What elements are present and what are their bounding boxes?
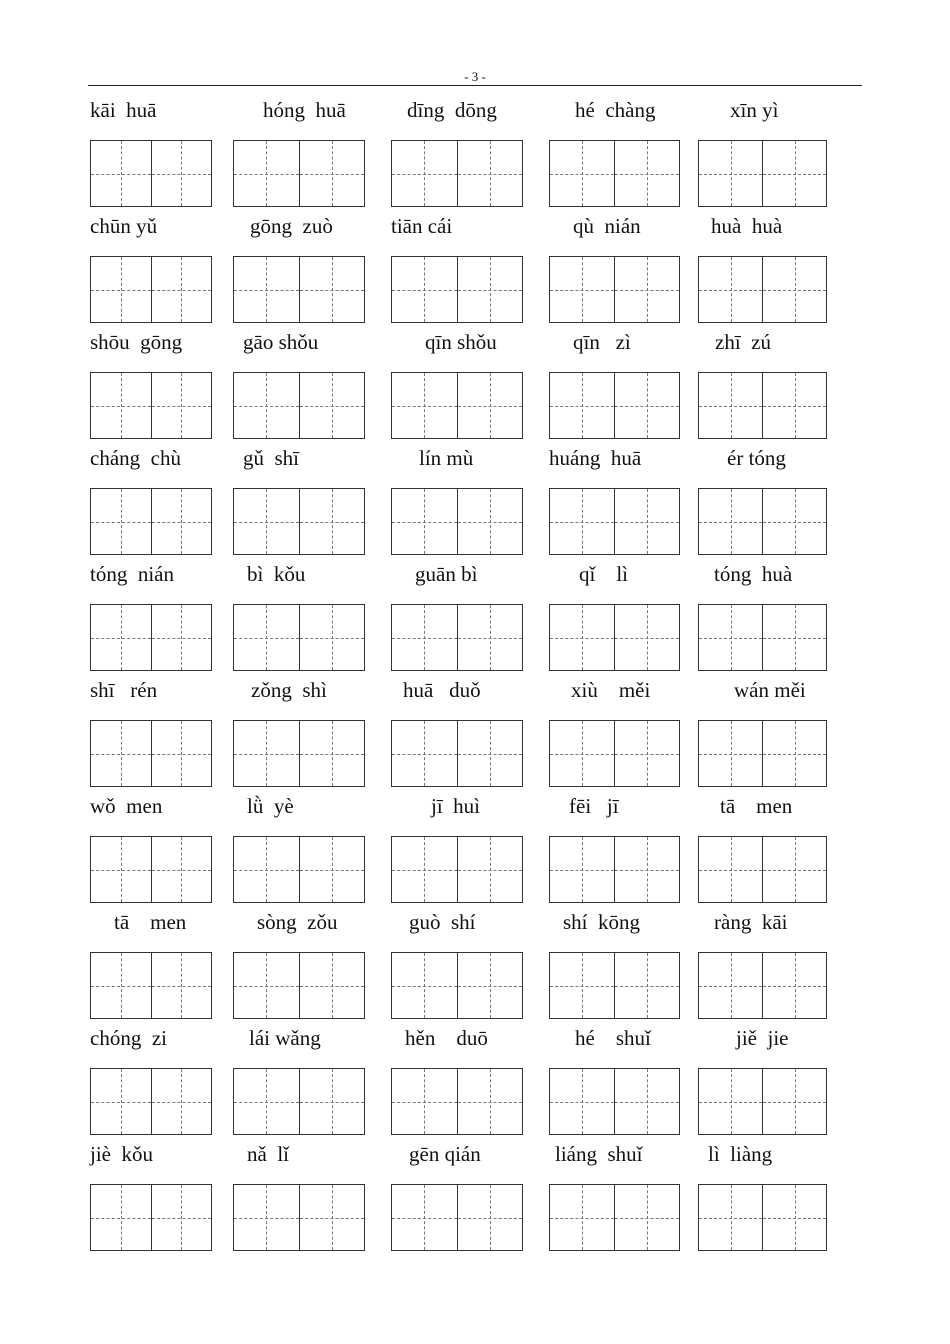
pinyin-label: xiù měi bbox=[571, 678, 651, 702]
tian-zi-cell[interactable] bbox=[392, 721, 457, 786]
character-writing-box[interactable] bbox=[233, 952, 365, 1019]
pinyin-label: ér tóng bbox=[727, 446, 786, 470]
tian-zi-cell[interactable] bbox=[234, 605, 299, 670]
tian-zi-cell[interactable] bbox=[762, 141, 826, 206]
tian-zi-cell[interactable] bbox=[234, 489, 299, 554]
pinyin-label: tóng huà bbox=[714, 562, 793, 586]
tian-zi-cell[interactable] bbox=[392, 837, 457, 902]
tian-zi-cell[interactable] bbox=[550, 721, 614, 786]
tian-zi-cell[interactable] bbox=[299, 605, 365, 670]
tian-zi-cell[interactable] bbox=[151, 953, 212, 1018]
tian-zi-cell[interactable] bbox=[699, 1185, 762, 1250]
tian-zi-cell[interactable] bbox=[457, 837, 523, 902]
tian-zi-cell[interactable] bbox=[392, 489, 457, 554]
page-number: - 3 - bbox=[464, 69, 486, 84]
character-writing-box[interactable] bbox=[233, 488, 365, 555]
character-writing-box[interactable] bbox=[233, 1184, 365, 1251]
tian-zi-cell[interactable] bbox=[151, 1185, 212, 1250]
tian-zi-cell[interactable] bbox=[299, 257, 365, 322]
pinyin-label: zǒng shì bbox=[251, 678, 327, 702]
tian-zi-cell[interactable] bbox=[151, 141, 212, 206]
tian-zi-cell[interactable] bbox=[91, 257, 151, 322]
tian-zi-cell[interactable] bbox=[699, 257, 762, 322]
character-writing-box[interactable] bbox=[90, 1068, 212, 1135]
tian-zi-cell[interactable] bbox=[457, 141, 523, 206]
character-writing-box[interactable] bbox=[549, 1068, 680, 1135]
tian-zi-cell[interactable] bbox=[762, 1069, 826, 1134]
tian-zi-cell[interactable] bbox=[299, 1069, 365, 1134]
character-writing-box[interactable] bbox=[90, 488, 212, 555]
pinyin-label: qǐ lì bbox=[579, 562, 629, 586]
tian-zi-cell[interactable] bbox=[151, 489, 212, 554]
pinyin-label: hóng huā bbox=[263, 98, 346, 122]
tian-zi-cell[interactable] bbox=[550, 605, 614, 670]
pinyin-label: bì kǒu bbox=[247, 562, 306, 586]
tian-zi-cell[interactable] bbox=[699, 721, 762, 786]
character-writing-box[interactable] bbox=[698, 720, 827, 787]
tian-zi-cell[interactable] bbox=[392, 1069, 457, 1134]
pinyin-label: shí kōng bbox=[563, 910, 641, 934]
tian-zi-cell[interactable] bbox=[614, 373, 679, 438]
tian-zi-cell[interactable] bbox=[91, 489, 151, 554]
tian-zi-cell[interactable] bbox=[614, 837, 679, 902]
character-writing-box[interactable] bbox=[549, 1184, 680, 1251]
tian-zi-cell[interactable] bbox=[91, 373, 151, 438]
character-writing-box[interactable] bbox=[549, 720, 680, 787]
character-writing-box[interactable] bbox=[698, 1068, 827, 1135]
pinyin-label: gǔ shī bbox=[243, 446, 300, 470]
pinyin-label: chūn yǔ bbox=[90, 214, 158, 238]
character-writing-box[interactable] bbox=[391, 952, 523, 1019]
tian-zi-cell[interactable] bbox=[91, 721, 151, 786]
pinyin-label: tiān cái bbox=[391, 214, 453, 238]
tian-zi-cell[interactable] bbox=[614, 721, 679, 786]
pinyin-label: gēn qián bbox=[409, 1142, 481, 1166]
tian-zi-cell[interactable] bbox=[392, 953, 457, 1018]
character-writing-box[interactable] bbox=[233, 372, 365, 439]
character-writing-box[interactable] bbox=[698, 836, 827, 903]
character-writing-box[interactable] bbox=[698, 604, 827, 671]
character-writing-box[interactable] bbox=[549, 488, 680, 555]
pinyin-label: qīn shǒu bbox=[425, 330, 497, 354]
pinyin-label: tā men bbox=[114, 910, 187, 934]
tian-zi-cell[interactable] bbox=[234, 257, 299, 322]
tian-zi-cell[interactable] bbox=[151, 605, 212, 670]
tian-zi-cell[interactable] bbox=[234, 141, 299, 206]
tian-zi-cell[interactable] bbox=[151, 257, 212, 322]
character-writing-box[interactable] bbox=[391, 488, 523, 555]
tian-zi-cell[interactable] bbox=[699, 141, 762, 206]
character-writing-box[interactable] bbox=[391, 836, 523, 903]
character-writing-box[interactable] bbox=[90, 372, 212, 439]
character-writing-box[interactable] bbox=[698, 372, 827, 439]
character-writing-box[interactable] bbox=[549, 952, 680, 1019]
pinyin-label: lǜ yè bbox=[247, 794, 294, 818]
tian-zi-cell[interactable] bbox=[151, 721, 212, 786]
character-writing-box[interactable] bbox=[549, 372, 680, 439]
tian-zi-cell[interactable] bbox=[614, 953, 679, 1018]
character-writing-box[interactable] bbox=[90, 720, 212, 787]
tian-zi-cell[interactable] bbox=[91, 605, 151, 670]
character-writing-box[interactable] bbox=[698, 1184, 827, 1251]
pinyin-label: lì liàng bbox=[708, 1142, 773, 1166]
character-writing-box[interactable] bbox=[233, 256, 365, 323]
pinyin-label: cháng chù bbox=[90, 446, 181, 470]
tian-zi-cell[interactable] bbox=[91, 1069, 151, 1134]
character-writing-box[interactable] bbox=[391, 256, 523, 323]
tian-zi-cell[interactable] bbox=[699, 953, 762, 1018]
tian-zi-cell[interactable] bbox=[550, 373, 614, 438]
pinyin-label: gōng zuò bbox=[250, 214, 333, 238]
pinyin-label: huáng huā bbox=[549, 446, 642, 470]
tian-zi-cell[interactable] bbox=[234, 373, 299, 438]
tian-zi-cell[interactable] bbox=[762, 1185, 826, 1250]
tian-zi-cell[interactable] bbox=[299, 141, 365, 206]
pinyin-label: zhī zú bbox=[715, 330, 771, 354]
tian-zi-cell[interactable] bbox=[392, 605, 457, 670]
tian-zi-cell[interactable] bbox=[762, 953, 826, 1018]
character-writing-box[interactable] bbox=[233, 1068, 365, 1135]
pinyin-label: tóng nián bbox=[90, 562, 174, 586]
tian-zi-cell[interactable] bbox=[299, 373, 365, 438]
pinyin-label: wǒ men bbox=[90, 794, 163, 818]
pinyin-label: liáng shuǐ bbox=[555, 1142, 643, 1166]
pinyin-label: shōu gōng bbox=[90, 330, 183, 354]
character-writing-box[interactable] bbox=[90, 256, 212, 323]
tian-zi-cell[interactable] bbox=[299, 837, 365, 902]
tian-zi-cell[interactable] bbox=[762, 721, 826, 786]
tian-zi-cell[interactable] bbox=[699, 373, 762, 438]
character-writing-box[interactable] bbox=[90, 952, 212, 1019]
tian-zi-cell[interactable] bbox=[550, 1185, 614, 1250]
tian-zi-cell[interactable] bbox=[614, 1069, 679, 1134]
pinyin-label: lín mù bbox=[419, 446, 474, 470]
tian-zi-cell[interactable] bbox=[299, 953, 365, 1018]
tian-zi-cell[interactable] bbox=[234, 1185, 299, 1250]
tian-zi-cell[interactable] bbox=[550, 953, 614, 1018]
pinyin-label: guò shí bbox=[409, 910, 476, 934]
tian-zi-cell[interactable] bbox=[762, 373, 826, 438]
pinyin-label: nǎ lǐ bbox=[247, 1142, 289, 1166]
tian-zi-cell[interactable] bbox=[614, 141, 679, 206]
character-writing-box[interactable] bbox=[90, 604, 212, 671]
character-writing-box[interactable] bbox=[90, 140, 212, 207]
tian-zi-cell[interactable] bbox=[614, 257, 679, 322]
pinyin-label: jiè kǒu bbox=[90, 1142, 153, 1166]
character-writing-box[interactable] bbox=[698, 256, 827, 323]
tian-zi-cell[interactable] bbox=[699, 489, 762, 554]
pinyin-label: huā duǒ bbox=[403, 678, 481, 702]
character-writing-box[interactable] bbox=[698, 140, 827, 207]
character-writing-box[interactable] bbox=[549, 836, 680, 903]
pinyin-label: huà huà bbox=[711, 214, 783, 238]
tian-zi-cell[interactable] bbox=[392, 141, 457, 206]
character-writing-box[interactable] bbox=[391, 1184, 523, 1251]
pinyin-label: qù nián bbox=[573, 214, 641, 238]
tian-zi-cell[interactable] bbox=[299, 489, 365, 554]
tian-zi-cell[interactable] bbox=[91, 141, 151, 206]
tian-zi-cell[interactable] bbox=[614, 489, 679, 554]
character-writing-box[interactable] bbox=[90, 836, 212, 903]
character-writing-box[interactable] bbox=[233, 720, 365, 787]
character-writing-box[interactable] bbox=[233, 140, 365, 207]
character-writing-box[interactable] bbox=[391, 604, 523, 671]
pinyin-label: hěn duō bbox=[405, 1026, 488, 1050]
pinyin-label: gāo shǒu bbox=[243, 330, 319, 354]
tian-zi-cell[interactable] bbox=[550, 489, 614, 554]
tian-zi-cell[interactable] bbox=[151, 373, 212, 438]
tian-zi-cell[interactable] bbox=[699, 837, 762, 902]
character-writing-box[interactable] bbox=[391, 140, 523, 207]
tian-zi-cell[interactable] bbox=[457, 1185, 523, 1250]
pinyin-label: wán měi bbox=[734, 678, 806, 702]
character-writing-box[interactable] bbox=[549, 140, 680, 207]
pinyin-label: kāi huā bbox=[90, 98, 157, 122]
tian-zi-cell[interactable] bbox=[457, 953, 523, 1018]
tian-zi-cell[interactable] bbox=[550, 837, 614, 902]
tian-zi-cell[interactable] bbox=[91, 837, 151, 902]
pinyin-label: shī rén bbox=[90, 678, 158, 702]
pinyin-label: ràng kāi bbox=[714, 910, 788, 934]
pinyin-label: tā men bbox=[720, 794, 793, 818]
pinyin-label: sòng zǒu bbox=[257, 910, 338, 934]
tian-zi-cell[interactable] bbox=[234, 953, 299, 1018]
pinyin-label: jī huì bbox=[431, 794, 481, 818]
tian-zi-cell[interactable] bbox=[91, 1185, 151, 1250]
tian-zi-cell[interactable] bbox=[457, 721, 523, 786]
tian-zi-cell[interactable] bbox=[550, 257, 614, 322]
pinyin-label: lái wǎng bbox=[249, 1026, 321, 1050]
character-writing-box[interactable] bbox=[698, 952, 827, 1019]
pinyin-label: dīng dōng bbox=[407, 98, 497, 122]
tian-zi-cell[interactable] bbox=[299, 721, 365, 786]
tian-zi-cell[interactable] bbox=[151, 837, 212, 902]
tian-zi-cell[interactable] bbox=[234, 837, 299, 902]
tian-zi-cell[interactable] bbox=[457, 257, 523, 322]
pinyin-label: hé shuǐ bbox=[575, 1026, 651, 1050]
pinyin-label: qīn zì bbox=[573, 330, 631, 354]
tian-zi-cell[interactable] bbox=[234, 721, 299, 786]
tian-zi-cell[interactable] bbox=[699, 605, 762, 670]
pinyin-label: chóng zi bbox=[90, 1026, 167, 1050]
character-writing-box[interactable] bbox=[698, 488, 827, 555]
character-writing-box[interactable] bbox=[391, 1068, 523, 1135]
character-writing-box[interactable] bbox=[549, 604, 680, 671]
tian-zi-cell[interactable] bbox=[457, 605, 523, 670]
tian-zi-cell[interactable] bbox=[550, 141, 614, 206]
tian-zi-cell[interactable] bbox=[457, 489, 523, 554]
character-writing-box[interactable] bbox=[391, 372, 523, 439]
pinyin-label: jiě jie bbox=[736, 1026, 789, 1050]
tian-zi-cell[interactable] bbox=[614, 1185, 679, 1250]
tian-zi-cell[interactable] bbox=[699, 1069, 762, 1134]
tian-zi-cell[interactable] bbox=[392, 373, 457, 438]
character-writing-box[interactable] bbox=[391, 720, 523, 787]
tian-zi-cell[interactable] bbox=[762, 605, 826, 670]
character-writing-box[interactable] bbox=[233, 604, 365, 671]
tian-zi-cell[interactable] bbox=[762, 257, 826, 322]
pinyin-label: xīn yì bbox=[730, 98, 779, 122]
tian-zi-cell[interactable] bbox=[392, 1185, 457, 1250]
tian-zi-cell[interactable] bbox=[457, 1069, 523, 1134]
character-writing-box[interactable] bbox=[549, 256, 680, 323]
tian-zi-cell[interactable] bbox=[550, 1069, 614, 1134]
tian-zi-cell[interactable] bbox=[299, 1185, 365, 1250]
tian-zi-cell[interactable] bbox=[762, 489, 826, 554]
tian-zi-cell[interactable] bbox=[151, 1069, 212, 1134]
tian-zi-cell[interactable] bbox=[91, 953, 151, 1018]
tian-zi-cell[interactable] bbox=[392, 257, 457, 322]
tian-zi-cell[interactable] bbox=[457, 373, 523, 438]
character-writing-box[interactable] bbox=[233, 836, 365, 903]
tian-zi-cell[interactable] bbox=[234, 1069, 299, 1134]
pinyin-label: fēi jī bbox=[569, 794, 619, 818]
tian-zi-cell[interactable] bbox=[762, 837, 826, 902]
pinyin-label: hé chàng bbox=[575, 98, 656, 122]
pinyin-label: guān bì bbox=[415, 562, 478, 586]
character-writing-box[interactable] bbox=[90, 1184, 212, 1251]
tian-zi-cell[interactable] bbox=[614, 605, 679, 670]
